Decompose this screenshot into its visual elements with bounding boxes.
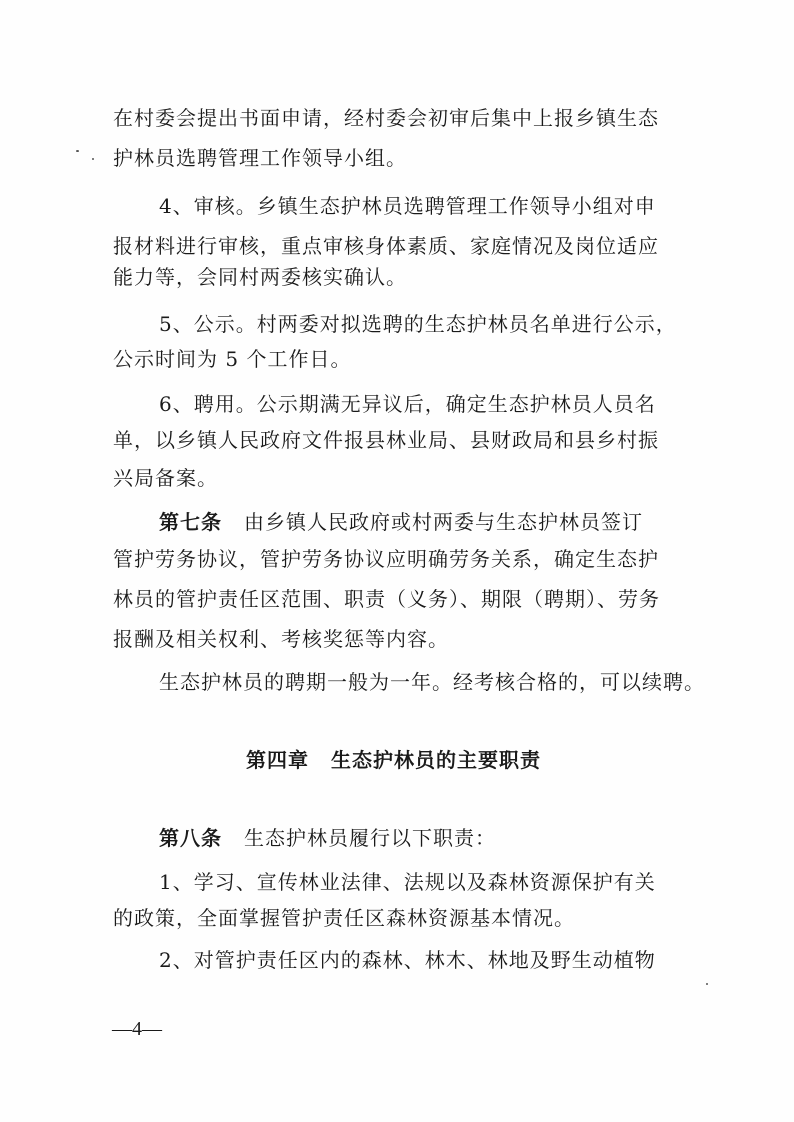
body-line: 林员的管护责任区范围、职责（义务）、期限（聘期）、劳务: [113, 587, 660, 611]
body-line: 2、对管护责任区内的森林、林木、林地及野生动植物: [159, 948, 656, 972]
body-line: 1、学习、宣传林业法律、法规以及森林资源保护有关: [159, 870, 656, 894]
article-8-text: 生态护林员履行以下职责：: [244, 826, 496, 850]
scan-speck: [92, 158, 94, 160]
body-line: 公示时间为 5 个工作日。: [113, 347, 352, 371]
article-7-label: 第七条: [159, 510, 222, 534]
article-7-line: [159, 508, 643, 536]
body-line: 在村委会提出书面申请，经村委会初审后集中上报乡镇生态: [113, 106, 659, 130]
body-line: 6、聘用。公示期满无异议后，确定生态护林员人员名: [159, 392, 656, 416]
body-line: 生态护林员的聘期一般为一年。经考核合格的，可以续聘。: [159, 670, 705, 694]
body-line: 报酬及相关权利、考核奖惩等内容。: [113, 627, 449, 651]
chapter-title: 生态护林员的主要职责: [331, 748, 541, 772]
scan-speck: [76, 150, 79, 152]
chapter-heading: [246, 746, 541, 774]
body-line: 4、审核。乡镇生态护林员选聘管理工作领导小组对申: [159, 194, 656, 218]
body-line: 护林员选聘管理工作领导小组。: [113, 146, 407, 170]
body-line: 单，以乡镇人民政府文件报县林业局、县财政局和县乡村振: [113, 428, 659, 452]
body-line: 能力等，会同村两委核实确认。: [113, 265, 407, 289]
body-line: 5、公示。村两委对拟选聘的生态护林员名单进行公示，: [159, 312, 677, 336]
chapter-number: 第四章: [246, 748, 309, 772]
article-7-text: 由乡镇人民政府或村两委与生态护林员签订: [244, 510, 643, 534]
article-8-label: 第八条: [159, 826, 222, 850]
page-number: —4—: [112, 1018, 162, 1040]
body-line: 报材料进行审核，重点审核身体素质、家庭情况及岗位适应: [113, 234, 659, 258]
scan-speck: [706, 983, 708, 985]
body-line: 管护劳务协议，管护劳务协议应明确劳务关系，确定生态护: [113, 547, 659, 571]
article-8-line: [159, 824, 496, 852]
body-line: 的政策，全面掌握管护责任区森林资源基本情况。: [113, 906, 575, 930]
body-line: 兴局备案。: [113, 466, 218, 490]
